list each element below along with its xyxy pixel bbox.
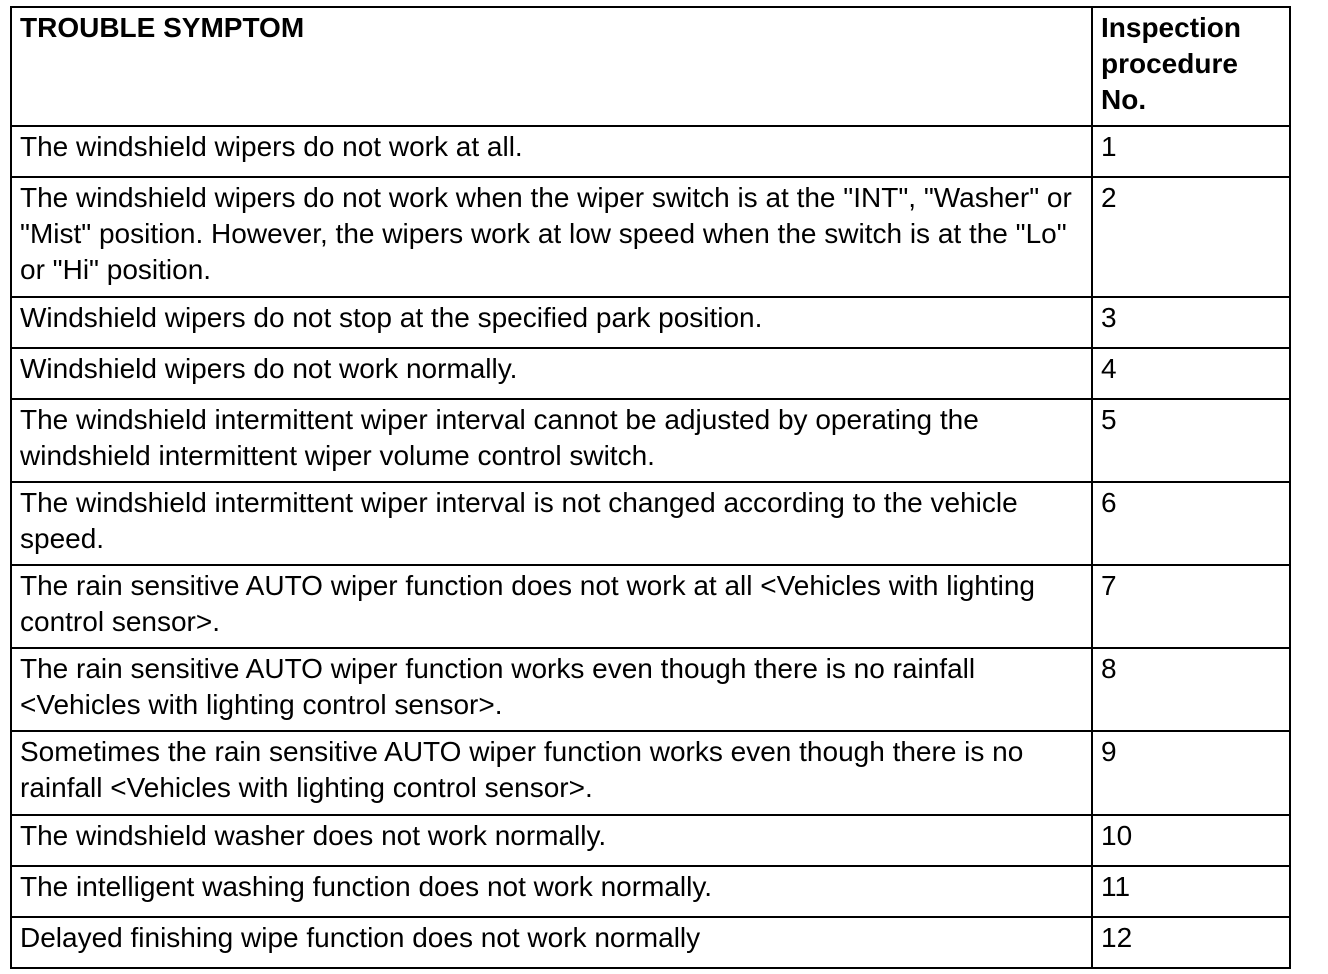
table-row — [11, 126, 1290, 177]
table-row — [11, 731, 1290, 815]
table-row — [11, 399, 1290, 482]
header-trouble-symptom: TROUBLE SYMPTOM — [11, 7, 1092, 126]
procedure-number-cell: 8 — [1092, 648, 1290, 731]
symptom-cell: The intelligent washing function does not work normally. — [11, 866, 1092, 917]
procedure-number-cell: 5 — [1092, 399, 1290, 482]
table-row — [11, 565, 1290, 648]
procedure-number-cell: 6 — [1092, 482, 1290, 565]
table-row — [11, 917, 1290, 968]
header-inspection-procedure: Inspection procedure No. — [1092, 7, 1290, 126]
table-row — [11, 815, 1290, 866]
table-row — [11, 648, 1290, 731]
symptom-cell: Windshield wipers do not work normally. — [11, 348, 1092, 399]
symptom-cell: Delayed finishing wipe function does not work normally — [11, 917, 1092, 968]
symptom-cell: Sometimes the rain sensitive AUTO wiper function works even though there is no rainfall <Vehicles with lighting control sensor>. — [11, 731, 1092, 815]
symptom-cell: Windshield wipers do not stop at the specified park position. — [11, 297, 1092, 348]
table-row — [11, 866, 1290, 917]
symptom-cell: The windshield washer does not work normally. — [11, 815, 1092, 866]
procedure-number-cell: 3 — [1092, 297, 1290, 348]
table-header-row — [11, 7, 1290, 126]
symptom-cell: The windshield intermittent wiper interval cannot be adjusted by operating the windshield intermittent wiper volume control switch. — [11, 399, 1092, 482]
table-row — [11, 348, 1290, 399]
procedure-number-cell: 12 — [1092, 917, 1290, 968]
table-row — [11, 177, 1290, 297]
symptom-cell: The windshield wipers do not work when the wiper switch is at the "INT", "Washer" or "Mist" position. However, the wipers work at low speed when the switch is at the "Lo" or "Hi" position. — [11, 177, 1092, 297]
procedure-number-cell: 11 — [1092, 866, 1290, 917]
table-row — [11, 297, 1290, 348]
symptom-cell: The windshield wipers do not work at all. — [11, 126, 1092, 177]
procedure-number-cell: 2 — [1092, 177, 1290, 297]
symptom-cell: The rain sensitive AUTO wiper function does not work at all <Vehicles with lighting control sensor>. — [11, 565, 1092, 648]
procedure-number-cell: 10 — [1092, 815, 1290, 866]
procedure-number-cell: 9 — [1092, 731, 1290, 815]
symptom-cell: The windshield intermittent wiper interval is not changed according to the vehicle speed. — [11, 482, 1092, 565]
procedure-number-cell: 4 — [1092, 348, 1290, 399]
table-row — [11, 482, 1290, 565]
symptom-cell: The rain sensitive AUTO wiper function works even though there is no rainfall <Vehicles with lighting control sensor>. — [11, 648, 1092, 731]
trouble-symptom-table — [10, 6, 1291, 969]
procedure-number-cell: 7 — [1092, 565, 1290, 648]
procedure-number-cell: 1 — [1092, 126, 1290, 177]
